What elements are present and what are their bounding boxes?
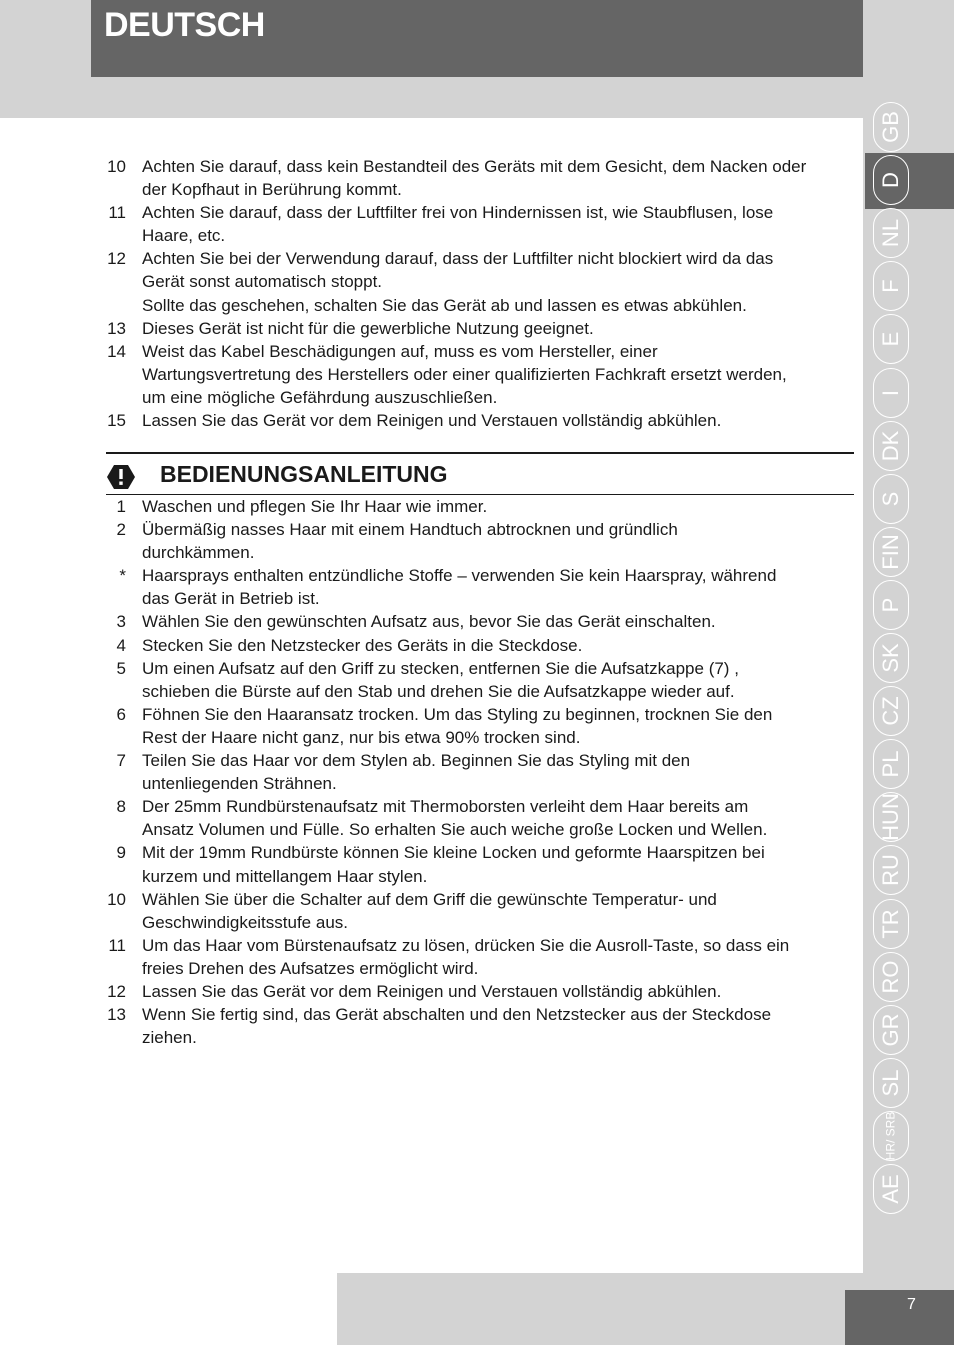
language-tab-fin[interactable] <box>873 527 909 577</box>
list-item <box>0 1003 860 1049</box>
list-item-text: um eine mögliche Gefährdung auszuschließen. <box>142 387 498 407</box>
list-item-number: 5 <box>116 658 126 678</box>
list-item <box>0 634 860 657</box>
language-tab-label: GB <box>878 111 903 143</box>
list-item-number: 3 <box>116 612 126 632</box>
language-tab-cz[interactable] <box>873 686 909 736</box>
list-item-text: Haarsprays enthalten entzündliche Stoffe – verwenden Sie kein Haarspray, während <box>142 566 777 586</box>
list-item-text: schieben die Bürste auf den Stab und drehen Sie die Aufsatzkappe wieder auf. <box>142 681 735 701</box>
page-title: DEUTSCH <box>104 6 265 44</box>
list-item-text: der Kopfhaut in Berührung kommt. <box>142 180 402 200</box>
language-tab-label: RU <box>878 854 903 887</box>
language-tab-i[interactable] <box>873 368 909 418</box>
list-item-number: 11 <box>108 203 126 223</box>
list-item-text: ziehen. <box>142 1028 197 1048</box>
list-item-number: 9 <box>116 843 126 863</box>
list-item-text: Gerät sonst automatisch stoppt. <box>142 272 383 292</box>
language-tab-label: HUN <box>878 793 903 842</box>
list-item-text: Rest der Haare nicht ganz, nur bis etwa 90% trocken sind. <box>142 727 581 747</box>
list-item <box>0 841 860 887</box>
header-band <box>91 0 863 77</box>
section-heading: BEDIENUNGSANLEITUNG <box>160 461 448 487</box>
safety-instructions-list <box>0 155 860 432</box>
list-item-number: 12 <box>107 249 126 269</box>
language-tab-s[interactable] <box>873 474 909 524</box>
list-item <box>0 340 860 409</box>
warning-icon <box>107 464 135 490</box>
list-item-text: Übermäßig nasses Haar mit einem Handtuch abtrocknen und gründlich <box>142 520 678 540</box>
list-item <box>0 888 860 934</box>
section-rule-top <box>106 452 854 454</box>
language-tab-hun[interactable] <box>873 792 909 842</box>
list-item-text: Wenn Sie fertig sind, das Gerät abschalten und den Netzstecker aus der Steckdose <box>142 1005 772 1025</box>
list-item <box>0 795 860 841</box>
list-item <box>0 518 860 564</box>
list-item-number: 8 <box>116 797 126 817</box>
list-item-text: Der 25mm Rundbürstenaufsatz mit Thermoborsten verleiht dem Haar bereits am <box>142 797 749 817</box>
list-item-text: Sollte das geschehen, schalten Sie das Gerät ab und lassen es etwas abkühlen. <box>142 295 747 315</box>
list-item-text: Geschwindigkeitsstufe aus. <box>142 912 348 932</box>
page-number-tab <box>845 1290 954 1345</box>
language-tab-tr[interactable] <box>873 899 909 949</box>
list-item-text: Achten Sie bei der Verwendung darauf, dass der Luftfilter nicht blockiert wird da das <box>142 249 774 269</box>
list-item-text: Föhnen Sie den Haaransatz trocken. Um das Styling zu beginnen, trocknen Sie den <box>142 704 773 724</box>
list-item-number: 13 <box>107 318 126 338</box>
language-tab-sl[interactable] <box>873 1058 909 1108</box>
list-item-text: Dieses Gerät ist nicht für die gewerbliche Nutzung geeignet. <box>142 318 594 338</box>
language-tab-label: E <box>878 332 903 347</box>
language-tab-label: S <box>878 491 903 507</box>
list-item-number: 2 <box>116 520 126 540</box>
list-item <box>0 201 860 247</box>
list-item-number: 13 <box>107 1005 126 1025</box>
language-tab-e[interactable] <box>873 314 909 364</box>
list-item-text: Um einen Aufsatz auf den Griff zu stecken, entfernen Sie die Aufsatzkappe (7) , <box>142 658 739 678</box>
list-item-text: Achten Sie darauf, dass der Luftfilter frei von Hindernissen ist, wie Staubflusen, lose <box>142 203 774 223</box>
list-item-text: Teilen Sie das Haar vor dem Stylen ab. Beginnen Sie das Styling mit den <box>142 751 691 771</box>
language-tab-label: SL <box>878 1069 903 1097</box>
language-tab-label: DK <box>878 430 903 461</box>
list-item <box>0 317 860 340</box>
list-item-text: kurzem und mittellangem Haar stylen. <box>142 866 428 886</box>
list-item-text: Lassen Sie das Gerät vor dem Reinigen und Verstauen vollständig abkühlen. <box>142 981 722 1001</box>
list-item-number: 10 <box>107 889 126 909</box>
language-tab-sk[interactable] <box>873 633 909 683</box>
list-item-text: Wählen Sie über die Schalter auf dem Griff die gewünschte Temperatur- und <box>142 889 717 909</box>
list-item-text: Wartungsvertretung des Herstellers oder einer qualifizierten Fachkraft ersetzt werden, <box>142 364 787 384</box>
language-tab-gb[interactable] <box>873 102 909 152</box>
language-tab-label: F <box>878 279 903 294</box>
list-item-number: 12 <box>107 981 126 1001</box>
list-item <box>0 980 860 1003</box>
list-item-text: Mit der 19mm Rundbürste können Sie kleine Locken und geformte Haarspitzen bei <box>142 843 765 863</box>
list-item <box>0 610 860 633</box>
list-item-number: 6 <box>116 704 126 724</box>
list-item-number: 1 <box>116 497 126 516</box>
list-item-text: Haare, etc. <box>142 226 226 246</box>
language-tab-hr-srb[interactable] <box>873 1111 909 1161</box>
language-tab-label: RO <box>878 960 903 994</box>
language-tab-bar <box>863 98 954 1243</box>
language-tab-label: HR/ SRB <box>883 1111 898 1161</box>
list-item-text: Stecken Sie den Netzstecker des Geräts in die Steckdose. <box>142 635 583 655</box>
list-item <box>0 409 860 432</box>
list-item-number: 10 <box>107 157 126 176</box>
list-item-number: * <box>119 566 126 586</box>
list-item <box>0 495 860 518</box>
list-item-number: 15 <box>107 411 126 431</box>
language-tab-label: FIN <box>878 534 903 570</box>
list-item-text: durchkämmen. <box>142 543 255 563</box>
list-item-text: Ansatz Volumen und Fülle. So erhalten Sie auch weiche große Locken und Wellen. <box>142 820 768 840</box>
list-item-text: Waschen und pflegen Sie Ihr Haar wie immer. <box>142 497 488 516</box>
operating-instructions-list <box>0 495 860 1049</box>
list-item <box>0 564 860 610</box>
list-item-number: 11 <box>108 935 126 955</box>
list-item-number: 4 <box>116 635 126 655</box>
language-tab-label: I <box>878 389 903 396</box>
language-tab-ro[interactable] <box>873 952 909 1002</box>
list-item-text: Achten Sie darauf, dass kein Bestandteil des Geräts mit dem Gesicht, dem Nacken oder <box>142 157 807 176</box>
list-item-text: Lassen Sie das Gerät vor dem Reinigen und Verstauen vollständig abkühlen. <box>142 411 722 431</box>
language-tab-p[interactable] <box>873 580 909 630</box>
language-tab-dk[interactable] <box>873 421 909 471</box>
list-item <box>0 749 860 795</box>
list-item-number: 14 <box>107 341 126 361</box>
language-tab-ru[interactable] <box>873 845 909 895</box>
list-item-text: Wählen Sie den gewünschten Aufsatz aus, bevor Sie das Gerät einschalten. <box>142 612 716 632</box>
language-tab-label: P <box>878 597 903 613</box>
language-tab-d[interactable] <box>873 155 909 205</box>
language-tab-f[interactable] <box>873 261 909 311</box>
list-item-text: Weist das Kabel Beschädigungen auf, muss es vom Hersteller, einer <box>142 341 658 361</box>
language-tab-label: D <box>878 172 903 189</box>
language-tab-nl[interactable] <box>873 208 909 258</box>
list-item <box>0 934 860 980</box>
language-tab-label: NL <box>878 219 903 248</box>
language-tab-label: PL <box>878 750 903 778</box>
list-item-text: das Gerät in Betrieb ist. <box>142 589 320 609</box>
list-item <box>0 657 860 703</box>
language-tab-label: GR <box>878 1013 903 1047</box>
list-item-text: Um das Haar vom Bürstenaufsatz zu lösen, drücken Sie die Ausroll-Taste, so dass ein <box>142 935 790 955</box>
list-item-number: 7 <box>116 751 126 771</box>
language-tab-label: AE <box>878 1174 903 1204</box>
list-item <box>0 247 860 316</box>
language-tab-label: TR <box>878 908 903 939</box>
language-tab-label: CZ <box>878 696 903 726</box>
language-tab-label: SK <box>878 643 903 673</box>
list-item <box>0 155 860 201</box>
page-number: 7 <box>907 1296 916 1313</box>
list-item-text: untenliegenden Strähnen. <box>142 774 337 794</box>
language-tab-pl[interactable] <box>873 739 909 789</box>
language-tab-ae[interactable] <box>873 1164 909 1214</box>
footer-strip <box>0 1273 337 1345</box>
language-tab-gr[interactable] <box>873 1005 909 1055</box>
list-item-text: freies Drehen des Aufsatzes ermöglicht wird. <box>142 958 479 978</box>
list-item <box>0 703 860 749</box>
